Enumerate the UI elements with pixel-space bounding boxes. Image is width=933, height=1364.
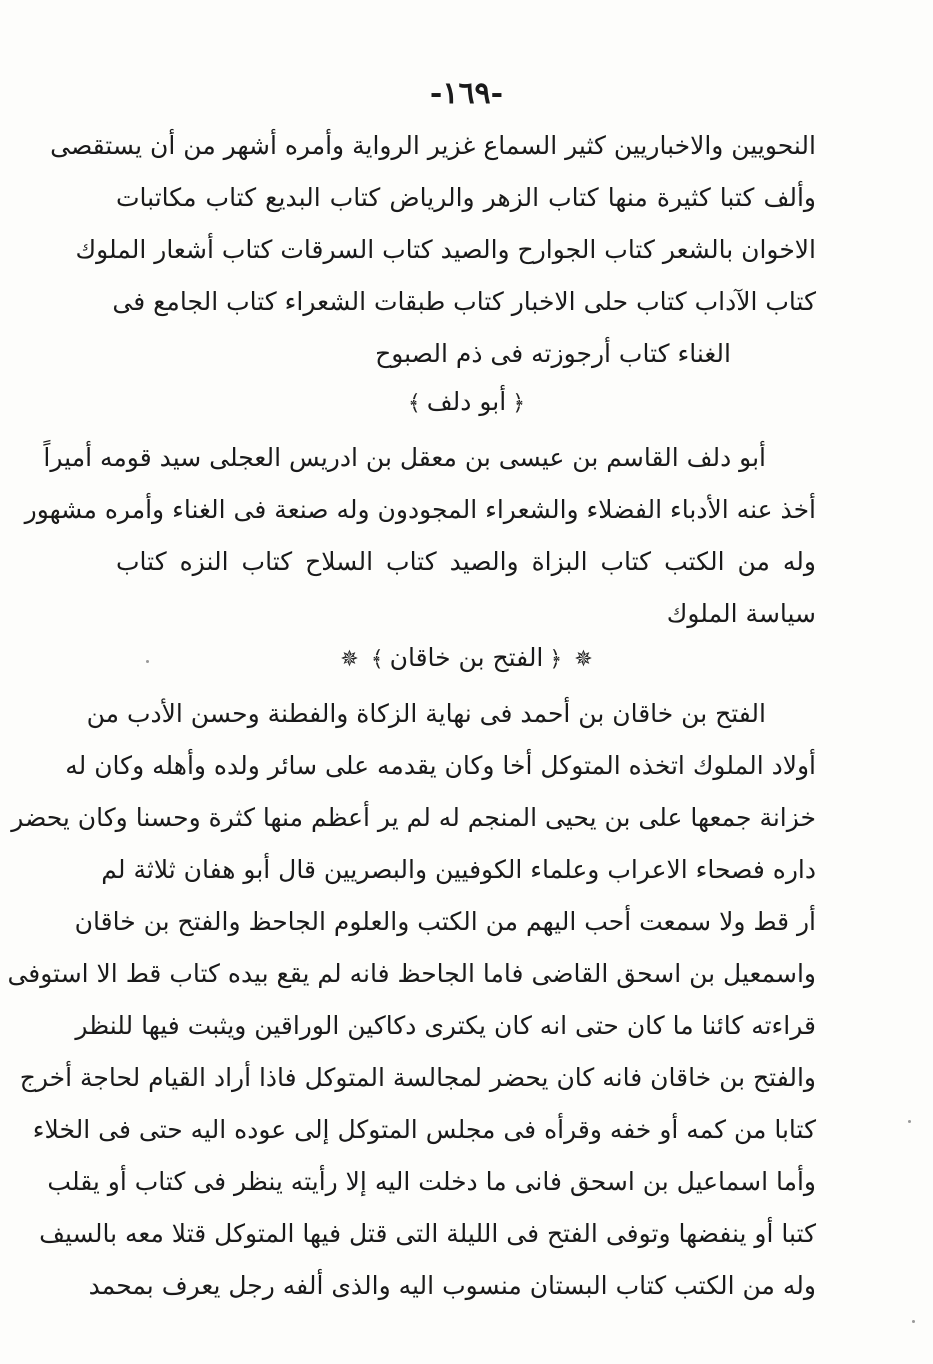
- text-line: كتاب الآداب كتاب حلى الاخبار كتاب طبقات الشعراء كتاب الجامع فى: [112, 287, 816, 316]
- bracket-close: ﴾: [370, 647, 384, 672]
- text-line: وأما اسماعيل بن اسحق فانى ما دخلت اليه إلا رأيته ينظر فى كتاب أو يقلب: [47, 1167, 816, 1196]
- text-line: وله من الكتب كتاب البزاة والصيد كتاب السلاح كتاب النزه كتاب: [116, 547, 816, 576]
- text-line: أبو دلف القاسم بن عيسى بن معقل بن ادريس العجلى سيد قومه أميراً: [43, 443, 766, 472]
- text-line: والفتح بن خاقان فانه كان يحضر لمجالسة المتوكل فاذا أراد القيام لحاجة أخرج: [19, 1063, 816, 1092]
- text-line: سياسة الملوك: [666, 599, 816, 628]
- text-line: وله من الكتب كتاب البستان منسوب اليه والذى ألفه رجل يعرف بمحمد: [88, 1271, 816, 1300]
- paper-speck: [908, 1120, 911, 1123]
- text-line: كتابا من كمه أو خفه وقرأه فى مجلس المتوكل إلى عوده اليه حتى فى الخلاء: [32, 1115, 816, 1144]
- text-line: الفتح بن خاقان بن أحمد فى نهاية الزكاة والفطنة وحسن الأدب من: [86, 699, 766, 728]
- heading-title: أبو دلف: [426, 387, 507, 416]
- paper-speck: [912, 1320, 915, 1323]
- text-line: الغناء كتاب أرجوزته فى ذم الصبوح: [375, 339, 731, 368]
- text-line: الاخوان بالشعر كتاب الجوارح والصيد كتاب السرقات كتاب أشعار الملوك: [75, 235, 816, 264]
- bracket-open: ﴿: [512, 391, 526, 416]
- text-line: أولاد الملوك اتخذه المتوكل أخا وكان يقدمه على سائر ولده وأهله وكان له: [65, 751, 816, 780]
- bracket-open: ﴿: [549, 647, 563, 672]
- text-line: داره فصحاء الاعراب وعلماء الكوفيين والبصريين قال أبو هفان ثلاثة لم: [101, 855, 816, 884]
- section-heading-abu-dulaf: [0, 380, 933, 424]
- star-ornament-icon: ✵: [574, 647, 593, 672]
- paper-speck: [146, 660, 149, 663]
- text-line: كتبا أو ينفضها وتوفى الفتح فى الليلة التى قتل فيها المتوكل قتلا معه بالسيف: [39, 1219, 816, 1248]
- section-heading-fath-ibn-khaqan: [0, 636, 933, 680]
- text-line: قراءته كائنا ما كان حتى انه كان يكترى دكاكين الوراقين ويثبت فيها للنظر: [75, 1011, 816, 1040]
- text-line: أخذ عنه الأدباء الفضلاء والشعراء المجودون وله صنعة فى الغناء وأمره مشهور: [24, 495, 816, 524]
- bracket-close: ﴾: [407, 391, 421, 416]
- text-line: النحويين والاخباريين كثير السماع غزير الرواية وأمره أشهر من أن يستقصى: [50, 131, 816, 160]
- text-line: وألف كتبا كثيرة منها كتاب الزهر والرياض كتاب البديع كتاب مكاتبات: [116, 183, 816, 212]
- paragraph-grammarians-books: [50, 120, 816, 380]
- star-ornament-icon: ✵: [340, 647, 359, 672]
- heading-title: الفتح بن خاقان: [389, 643, 544, 672]
- paragraph-abu-dulaf: [24, 432, 816, 640]
- page-number: -١٦٩-: [429, 76, 504, 111]
- text-line: أر قط ولا سمعت أحب اليهم من الكتب والعلوم الجاحظ والفتح بن خاقان: [74, 907, 816, 936]
- paragraph-fath-ibn-khaqan: [7, 688, 816, 1312]
- text-line: خزانة جمعها على بن يحيى المنجم له لم ير أعظم منها كثرة وحسنا وكان يحضر: [11, 803, 816, 832]
- text-line: واسمعيل بن اسحق القاضى فاما الجاحظ فانه لم يقع بيده كتاب قط الا استوفى: [7, 959, 816, 988]
